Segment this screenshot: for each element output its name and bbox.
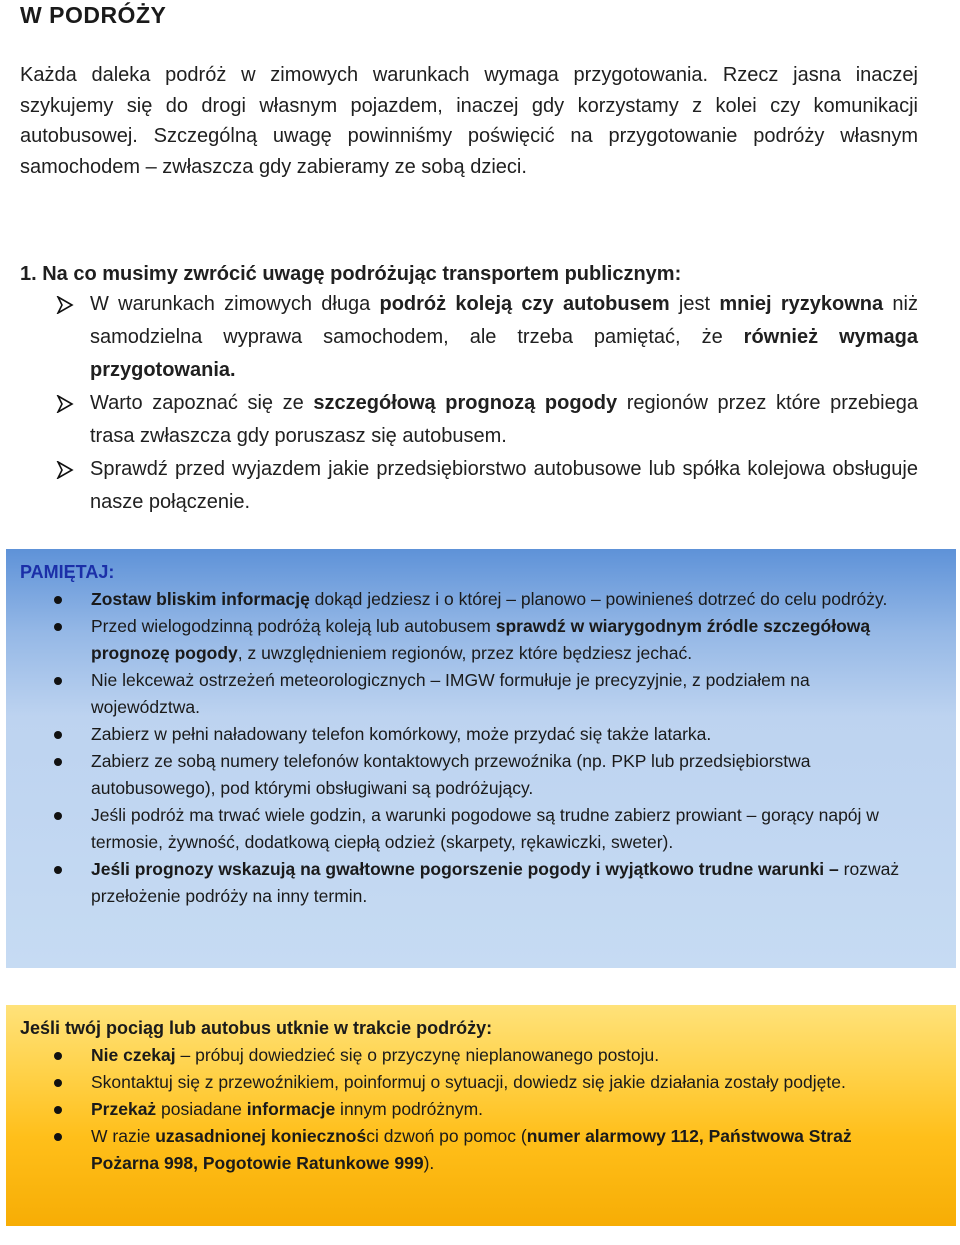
bold-text: informacje xyxy=(246,1099,336,1119)
text-segment: innym podróżnym. xyxy=(335,1099,484,1119)
text-segment: dokąd jedziesz i o której – planowo – powinieneś dotrzeć do celu podróży. xyxy=(309,589,888,609)
dot-bullet-icon xyxy=(20,667,91,694)
dot-bullet-icon xyxy=(20,1042,91,1069)
text-segment: rozważ przełożenie podróży na inny termin. xyxy=(91,859,900,906)
text-segment: Przed wielogodzinną podróżą koleją lub autobusem xyxy=(91,616,496,636)
list-item xyxy=(20,453,918,519)
text-segment: Skontaktuj się z przewoźnikiem, poinformuj o sytuacji, dowiedz się jakie działania zostały podjęte. xyxy=(91,1072,846,1092)
page-title: W PODRÓŻY xyxy=(20,2,167,28)
bold-text: numer alarmowy 112, Państwowa Straż Pożarna 998, Pogotowie Ratunkowe 999 xyxy=(91,1126,852,1173)
list-item-text xyxy=(91,802,920,856)
bold-text: szczegółową prognozą pogody xyxy=(313,392,618,414)
text-segment: Nie lekceważ ostrzeżeń meteorologicznych – IMGW formułuje je precyzyjnie, z podziałem na województwa. xyxy=(91,670,810,717)
list-item-text xyxy=(90,288,918,387)
list-item xyxy=(20,613,920,667)
bullet-dot xyxy=(54,731,62,739)
text-segment: Zabierz ze sobą numery telefonów kontaktowych przewoźnika (np. PKP lub przedsiębiorstwa autobusowego), pod którymi obsługiwani są podróżujący. xyxy=(91,751,811,798)
dot-bullet-icon xyxy=(20,748,91,775)
text-segment: Warto zapoznać się ze xyxy=(90,392,314,414)
stuck-list xyxy=(20,1042,920,1177)
text-segment: ci dzwoń po pomoc ( xyxy=(366,1126,527,1146)
text-segment: W warunkach zimowych długa xyxy=(90,293,380,315)
list-item-text xyxy=(91,586,920,613)
dot-bullet-icon xyxy=(20,1069,91,1096)
text-segment: regionów przez które przebiega trasa zwłaszcza gdy poruszasz się autobusem. xyxy=(90,392,918,447)
list-item xyxy=(20,387,918,453)
bullet-dot xyxy=(54,812,62,820)
list-item xyxy=(20,586,920,613)
bullet-dot xyxy=(54,596,62,604)
text-segment: , z uwzględnieniem regionów, przez które będziesz jechać. xyxy=(237,643,693,663)
arrowhead-bullet-icon xyxy=(20,387,90,420)
remember-list xyxy=(20,586,920,910)
bold-text: Zostaw bliskim informację xyxy=(91,589,310,609)
text-segment: niż samodzielna wyprawa samochodem, ale trzeba pamiętać, że xyxy=(90,293,918,348)
dot-bullet-icon xyxy=(20,721,91,748)
remember-box xyxy=(6,549,956,968)
dot-bullet-icon xyxy=(20,586,91,613)
dot-bullet-icon xyxy=(20,613,91,640)
stuck-heading: Jeśli twój pociąg lub autobus utknie w trakcie podróży: xyxy=(20,1018,493,1038)
dot-bullet-icon xyxy=(20,1096,91,1123)
bullet-dot xyxy=(54,1106,62,1114)
bullet-dot xyxy=(54,1133,62,1141)
bold-text: Jeśli prognozy wskazują na gwałtowne pogorszenie pogody i wyjątkowo trudne warunki – xyxy=(91,859,839,879)
list-item-text xyxy=(91,1069,920,1096)
list-item xyxy=(20,802,920,856)
stuck-box xyxy=(6,1005,956,1226)
bullet-dot xyxy=(54,1052,62,1060)
bullet-dot xyxy=(54,758,62,766)
bold-text: uzasadnionej koniecznoś xyxy=(155,1126,367,1146)
bold-text: sprawdź w wiarygodnym źródle szczegółową prognozę pogody xyxy=(91,616,871,663)
list-item-text xyxy=(91,748,920,802)
bold-text: Nie czekaj xyxy=(91,1045,176,1065)
list-item xyxy=(20,667,920,721)
arrowhead-bullet-icon xyxy=(20,453,90,486)
list-item-text xyxy=(91,1042,920,1069)
list-item-text xyxy=(90,387,918,453)
bullet-dot xyxy=(54,1079,62,1087)
list-item xyxy=(20,1042,920,1069)
bold-text: również wymaga przygotowania. xyxy=(90,326,918,381)
list-item-text xyxy=(91,667,920,721)
section1-list xyxy=(20,288,918,519)
list-item xyxy=(20,288,918,387)
list-item xyxy=(20,721,920,748)
remember-heading: PAMIĘTAJ: xyxy=(20,562,115,582)
bold-text: Przekaż xyxy=(91,1099,157,1119)
list-item-text xyxy=(91,1123,920,1177)
text-segment: jest xyxy=(669,293,720,315)
list-item-text xyxy=(91,1096,920,1123)
list-item-text xyxy=(91,613,920,667)
section1-heading: 1. Na co musimy zwrócić uwagę podróżując transportem publicznym: xyxy=(20,263,682,285)
list-item xyxy=(20,1096,920,1123)
intro-paragraph: Każda daleka podróż w zimowych warunkach wymaga przygotowania. Rzecz jasna inaczej szykujemy się do drogi własnym pojazdem, inaczej gdy korzystamy z kolei czy komunikacji autobusowej. Szczególną uwagę powinniśmy poświęcić na przygotowanie podróży własnym samochodem – zwłaszcza gdy zabieramy ze sobą dzieci. xyxy=(20,64,918,178)
list-item xyxy=(20,1123,920,1177)
text-segment: ). xyxy=(423,1153,435,1173)
list-item xyxy=(20,856,920,910)
bullet-dot xyxy=(54,677,62,685)
dot-bullet-icon xyxy=(20,1123,91,1150)
list-item-text xyxy=(91,721,920,748)
list-item xyxy=(20,748,920,802)
text-segment: W razie xyxy=(91,1126,156,1146)
bold-text: mniej ryzykowna xyxy=(719,293,884,315)
list-item-text xyxy=(90,453,918,519)
text-segment: Sprawdź przed wyjazdem jakie przedsiębiorstwo autobusowe lub spółka kolejowa obsługuje nasze połączenie. xyxy=(90,458,918,513)
text-segment: posiadane xyxy=(156,1099,247,1119)
bullet-dot xyxy=(54,866,62,874)
text-segment: Zabierz w pełni naładowany telefon komórkowy, może przydać się także latarka. xyxy=(91,724,712,744)
list-item-text xyxy=(91,856,920,910)
arrowhead-bullet-icon xyxy=(20,288,90,321)
dot-bullet-icon xyxy=(20,856,91,883)
text-segment: Jeśli podróż ma trwać wiele godzin, a warunki pogodowe są trudne zabierz prowiant – gorący napój w termosie, żywność, dodatkową ciepłą odzież (skarpety, rękawiczki, sweter). xyxy=(91,805,879,852)
bullet-dot xyxy=(54,623,62,631)
dot-bullet-icon xyxy=(20,802,91,829)
list-item xyxy=(20,1069,920,1096)
bold-text: podróż koleją czy autobusem xyxy=(379,293,670,315)
text-segment: – próbuj dowiedzieć się o przyczynę nieplanowanego postoju. xyxy=(175,1045,660,1065)
